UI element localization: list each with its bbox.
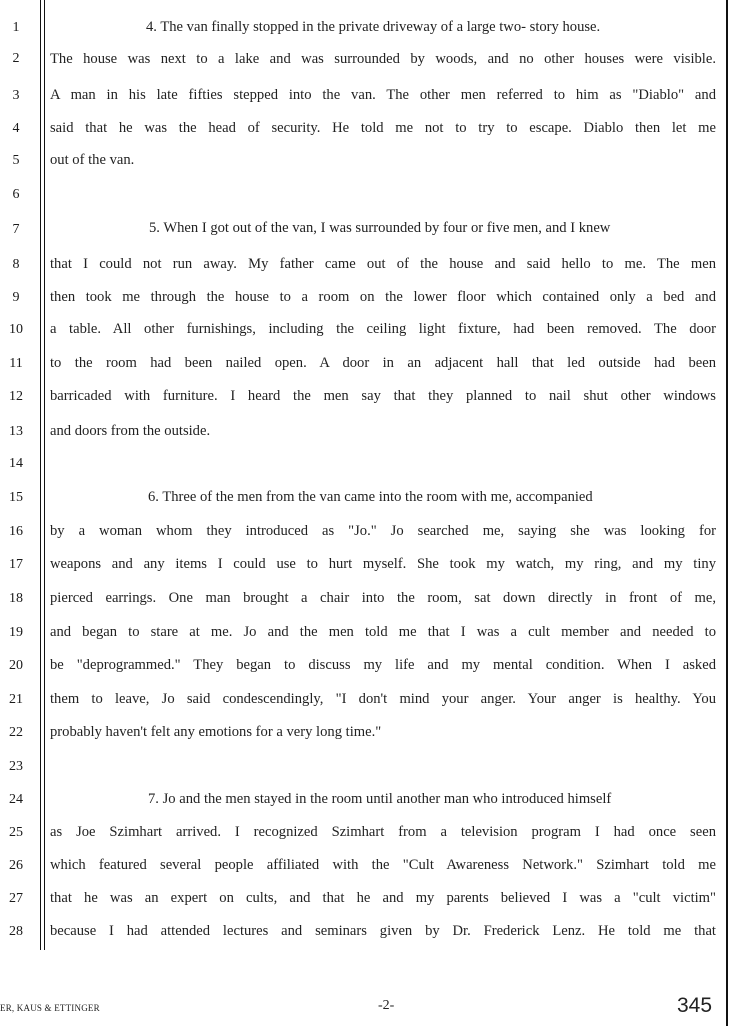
line-number: 1 — [12, 20, 20, 35]
line-number: 22 — [9, 725, 23, 740]
line-number: 21 — [9, 692, 23, 707]
paragraph-5-line: a table. All other furnishings, including the ceiling light fixture, had been removed. The door — [50, 321, 716, 337]
paragraph-7-line: because I had attended lectures and seminars given by Dr. Frederick Lenz. He told me that — [50, 923, 716, 939]
paragraph-6-line: by a woman whom they introduced as "Jo." Jo searched me, saying she was looking for — [50, 523, 716, 539]
paragraph-5-line: then took me through the house to a room on the lower floor which contained only a bed and — [50, 289, 716, 305]
paragraph-5-line: that I could not run away. My father came out of the house and said hello to me. The men — [50, 256, 716, 272]
paragraph-4-line: The house was next to a lake and was surrounded by woods, and no other houses were visible. — [50, 51, 716, 67]
paragraph-5-line: and doors from the outside. — [50, 423, 211, 439]
right-margin-rule — [726, 0, 728, 1026]
paragraph-5-line: to the room had been nailed open. A door in an adjacent hall that led outside had been — [50, 355, 716, 371]
line-number: 18 — [9, 591, 23, 606]
paragraph-5-line: 5. When I got out of the van, I was surrounded by four or five men, and I knew — [149, 220, 611, 236]
line-number: 20 — [9, 658, 23, 673]
paragraph-6-line: weapons and any items I could use to hurt myself. She took my watch, my ring, and my tiny — [50, 556, 716, 572]
paragraph-4-line: 4. The van finally stopped in the private driveway of a large two- story house. — [146, 19, 601, 35]
paragraph-6-line: them to leave, Jo said condescendingly, "I don't mind your anger. Your anger is healthy. You — [50, 691, 716, 707]
left-margin-rule — [40, 0, 41, 950]
paragraph-7-line: as Joe Szimhart arrived. I recognized Szimhart from a television program I had once seen — [50, 824, 716, 840]
paragraph-4-line: A man in his late fifties stepped into the van. The other men referred to him as "Diablo" and — [50, 87, 716, 103]
paragraph-7-line: that he was an expert on cults, and that he and my parents believed I was a "cult victim" — [50, 890, 716, 906]
line-number: 6 — [12, 187, 20, 202]
paragraph-6-line: pierced earrings. One man brought a chair into the room, sat down directly in front of me, — [50, 590, 716, 606]
paragraph-6-line: 6. Three of the men from the van came into the room with me, accompanied — [148, 489, 593, 505]
paragraph-6-line: be "deprogrammed." They began to discuss my life and my mental condition. When I asked — [50, 657, 716, 673]
line-number: 5 — [12, 153, 20, 168]
line-number: 25 — [9, 825, 23, 840]
line-number: 12 — [9, 389, 23, 404]
line-number: 9 — [12, 290, 20, 305]
line-number: 15 — [9, 490, 23, 505]
line-number: 4 — [12, 121, 20, 136]
left-margin-rule-inner — [44, 0, 45, 950]
line-number: 19 — [9, 625, 23, 640]
line-number: 11 — [9, 356, 23, 371]
line-number: 23 — [9, 759, 23, 774]
paragraph-6-line: probably haven't felt any emotions for a very long time." — [50, 724, 382, 740]
line-number: 14 — [9, 456, 23, 471]
line-number: 16 — [9, 524, 23, 539]
line-number: 2 — [12, 51, 20, 66]
paragraph-6-line: and began to stare at me. Jo and the men told me that I was a cult member and needed to — [50, 624, 716, 640]
line-number: 17 — [9, 557, 23, 572]
footer-firm-name: ER, KAUS & ETTINGER — [0, 1003, 100, 1013]
page-number: -2- — [378, 998, 395, 1013]
paragraph-7-line: 7. Jo and the men stayed in the room until another man who introduced himself — [148, 791, 612, 807]
line-number: 8 — [12, 257, 20, 272]
line-number: 3 — [12, 88, 20, 103]
line-number: 10 — [9, 322, 23, 337]
paragraph-4-line: out of the van. — [50, 152, 135, 168]
line-number: 13 — [9, 424, 23, 439]
line-number: 26 — [9, 858, 23, 873]
paragraph-7-line: which featured several people affiliated with the "Cult Awareness Network." Szimhart told me — [50, 857, 716, 873]
bates-number: 345 — [677, 994, 713, 1017]
paragraph-4-line: said that he was the head of security. He told me not to try to escape. Diablo then let me — [50, 120, 716, 136]
line-number: 7 — [12, 222, 20, 237]
line-number: 27 — [9, 891, 23, 906]
line-number: 24 — [9, 792, 23, 807]
line-number: 28 — [9, 924, 23, 939]
paragraph-5-line: barricaded with furniture. I heard the men say that they planned to nail shut other windows — [50, 388, 716, 404]
